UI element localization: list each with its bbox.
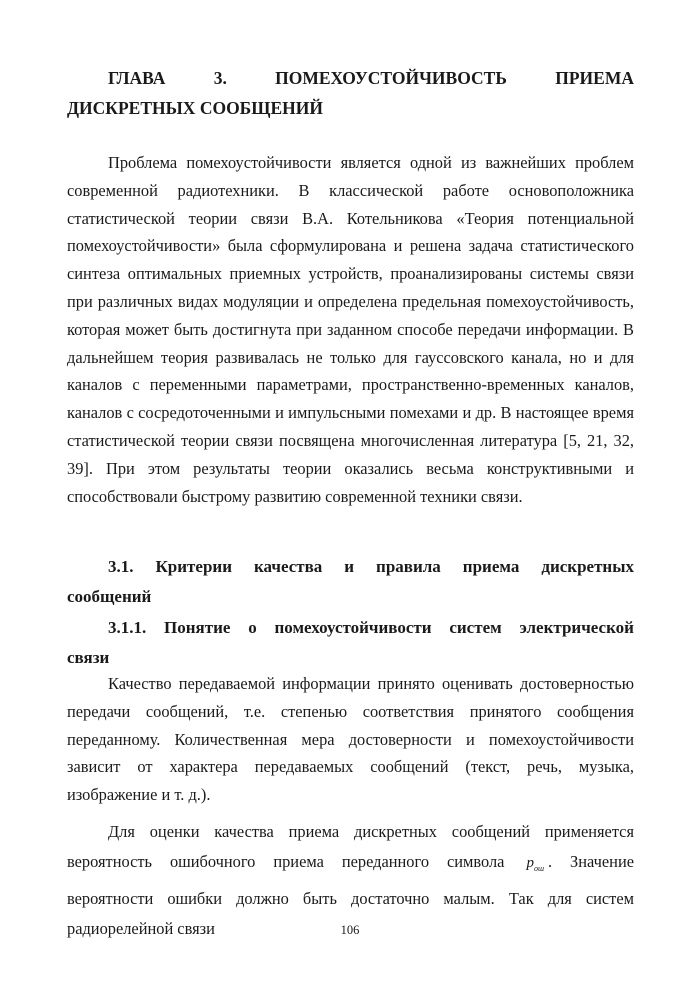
- section-3-1-1-word: систем: [449, 618, 502, 637]
- section-3-1-1-word: Понятие: [164, 618, 231, 637]
- section-3-1-1-word: о: [248, 618, 257, 637]
- section-3-1-word: Критерии: [155, 557, 233, 576]
- quality-paragraph: Качество передаваемой информации принято оценивать достоверностью передачи сообщений, т.е. степенью соответствия принятого сообщения переданному. Количественная мера достоверности и помехоустойчивости зависит от характера передаваемых сообщений (текст, речь, музыка, изображение и т. д.).: [67, 674, 634, 805]
- chapter-title: [67, 63, 634, 123]
- symbol-subscript: ош: [533, 864, 544, 873]
- section-3-1-1-line-2: связи: [67, 648, 110, 667]
- chapter-title-line-2: ДИСКРЕТНЫХ СООБЩЕНИЙ: [67, 98, 323, 118]
- section-3-1-1-heading: [67, 613, 634, 673]
- symbol-base: p: [526, 855, 534, 871]
- section-3-1-line-2: сообщений: [67, 587, 152, 606]
- error-probability-symbol: [522, 855, 548, 871]
- section-3-1-word: 3.1.: [108, 557, 134, 576]
- section-3-1-word: дискретных: [541, 557, 634, 576]
- section-3-1-word: приема: [462, 557, 520, 576]
- chapter-number: 3.: [213, 68, 227, 88]
- error-paragraph-text-before: Для оценки качества приема дискретных сообщений применяется вероятность ошибочного приема переданного символа: [67, 822, 634, 871]
- section-3-1-1-line-1: [67, 613, 634, 643]
- chapter-title-word-1: ПОМЕХОУСТОЙЧИВОСТЬ: [275, 68, 507, 88]
- section-3-1-word: качества: [254, 557, 323, 576]
- section-3-1-heading: [67, 552, 634, 612]
- section-3-1-1-word: электрической: [519, 618, 634, 637]
- chapter-title-line-1: [67, 63, 634, 93]
- intro-paragraph: Проблема помехоустойчивости является одной из важнейших проблем современной радиотехники. В классической работе основоположника статистической теории связи В.А. Котельникова «Теория потенциальной помехоустойчивости» была сформулирована и решена задача статистического синтеза оптимальных приемных устройств, проанализированы системы связи при различных видах модуляции и определена предельная помехоустойчивость, которая может быть достигнута при заданном способе передачи информации. В дальнейшем теория развивалась не только для гауссовского канала, но и для каналов с переменными параметрами, пространственно-временных каналов, каналов с сосредоточенными и импульсными помехами и др. В настоящее время статистической теории связи посвящена многочисленная литература [5, 21, 32, 39]. При этом результаты теории оказались весьма конструктивными и способствовали быстрому развитию современной техники связи.: [67, 153, 634, 506]
- section-3-1-word: и: [344, 557, 355, 576]
- error-paragraph-text-after: . Значение вероятности ошибки должно быть достаточно малым. Так для систем радиорелейной связи: [67, 852, 634, 938]
- section-3-1-1-word: 3.1.1.: [108, 618, 147, 637]
- section-3-1-line-1: [67, 552, 634, 582]
- chapter-title-word-2: ПРИЕМА: [555, 68, 634, 88]
- page-number: 106: [340, 923, 360, 937]
- section-3-1-word: правила: [376, 557, 441, 576]
- chapter-label: ГЛАВА: [108, 68, 166, 88]
- section-3-1-1-word: помехоустойчивости: [274, 618, 432, 637]
